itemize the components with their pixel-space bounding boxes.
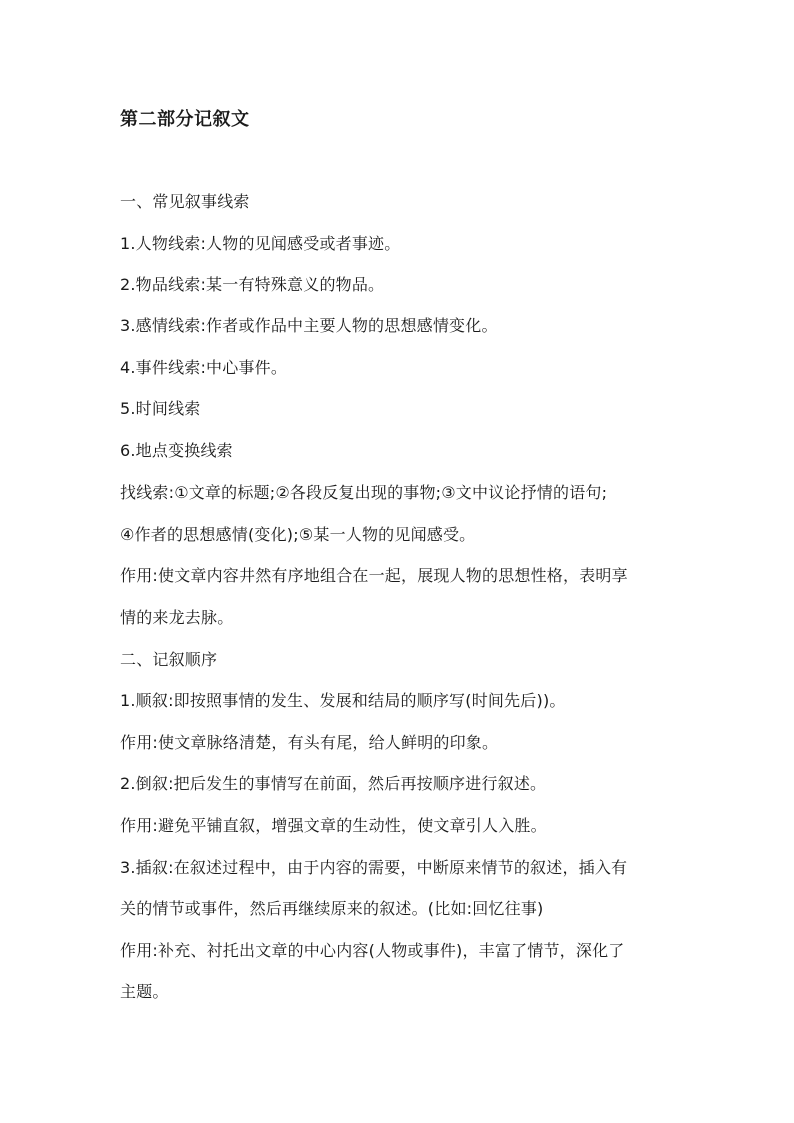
text-line: 2.物品线索:某一有特殊意义的物品。 [120, 275, 385, 294]
text-line: 2.倒叙:把后发生的事情写在前面，然后再按顺序进行叙述。 [120, 774, 547, 793]
text-line: 情的来龙去脉。 [120, 608, 234, 627]
text-line: ④作者的思想感情(变化);⑤某一人物的见闻感受。 [120, 525, 476, 544]
text-line: 作用:使文章脉络清楚，有头有尾，给人鲜明的印象。 [120, 733, 499, 752]
text-line: 作用:补充、衬托出文章的中心内容(人物或事件)，丰富了情节，深化了 [120, 941, 625, 960]
section-heading-order: 二、记叙顺序 [120, 650, 218, 669]
page-title: 第二部分记叙文 [120, 109, 250, 130]
text-line: 作用:使文章内容井然有序地组合在一起，展现人物的思想性格，表明享 [120, 566, 628, 585]
text-line: 5.时间线索 [120, 399, 201, 418]
text-line: 找线索:①文章的标题;②各段反复出现的事物;③文中议论抒情的语句; [120, 483, 608, 502]
text-line: 4.事件线索:中心事件。 [120, 358, 288, 377]
text-line: 主题。 [120, 982, 169, 1001]
text-line: 作用:避免平铺直叙，增强文章的生动性，使文章引人入胜。 [120, 816, 547, 835]
text-line: 3.插叙:在叙述过程中，由于内容的需要，中断原来情节的叙述，插入有 [120, 858, 628, 877]
text-line: 6.地点变换线索 [120, 441, 233, 460]
section-heading-clues: 一、常见叙事线索 [120, 192, 250, 211]
text-line: 关的情节或事件，然后再继续原来的叙述。(比如:回忆往事) [120, 899, 544, 918]
text-line: 1.顺叙:即按照事情的发生、发展和结局的顺序写(时间先后))。 [120, 691, 566, 710]
text-line: 3.感情线索:作者或作品中主要人物的思想感情变化。 [120, 316, 498, 335]
text-line: 1.人物线索:人物的见闻感受或者事迹。 [120, 234, 401, 253]
